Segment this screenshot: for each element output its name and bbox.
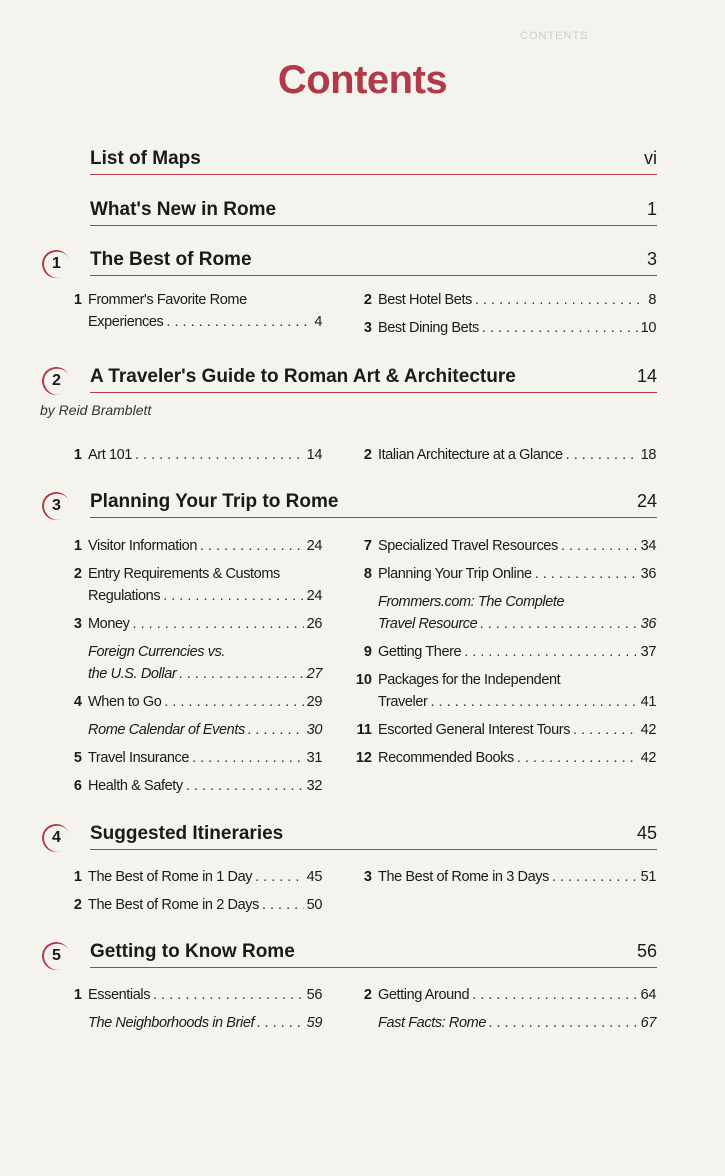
chapter-number-badge: [40, 491, 76, 519]
entry-line: [88, 585, 322, 607]
section-number: 3: [363, 320, 372, 336]
section-entry[interactable]: [350, 535, 656, 557]
dot-leader: [517, 747, 638, 769]
entry-page-number: 30: [306, 722, 322, 738]
chapter-heading[interactable]: [40, 941, 660, 969]
chapter-2: [40, 366, 660, 418]
chapter-byline: by Reid Bramblett: [40, 402, 152, 418]
section-number: 12: [355, 750, 372, 766]
chapter-page-number: 14: [636, 366, 657, 386]
entry-line: [88, 691, 322, 713]
chapter-title[interactable]: Planning Your Trip to Rome: [90, 491, 339, 512]
entry-page-number: 36: [640, 566, 656, 582]
chapter-rule: [90, 174, 657, 175]
section-number: 2: [363, 447, 372, 463]
dot-leader: [472, 984, 638, 1006]
entry-title: The Best of Rome in 2 Days: [88, 897, 259, 913]
dot-leader: [186, 775, 304, 797]
subsection-entry[interactable]: [60, 641, 322, 685]
entry-page-number: 64: [640, 987, 656, 1003]
chapter-page-number: 56: [636, 941, 657, 961]
entry-title: Frommer's Favorite Rome: [88, 292, 247, 308]
chapter-title[interactable]: What's New in Rome: [90, 199, 277, 220]
section-number: 11: [356, 722, 372, 738]
entry-line: [88, 719, 322, 741]
right-column: [350, 866, 656, 894]
entry-line: [378, 719, 656, 741]
entry-title: Art 101: [88, 447, 132, 463]
subsection-entry[interactable]: [350, 591, 656, 635]
entry-title: Specialized Travel Resources: [378, 538, 558, 554]
entry-title: Regulations: [88, 588, 161, 604]
left-column: [60, 535, 322, 803]
entry-line: [378, 563, 656, 585]
chapter-heading[interactable]: [40, 148, 660, 176]
entry-line: [378, 866, 656, 888]
chapter-rule: [90, 392, 657, 393]
chapter-rule: [90, 849, 657, 850]
entry-title: When to Go: [88, 694, 162, 710]
entry-line: [378, 669, 656, 691]
section-number: 7: [363, 538, 372, 554]
section-number: 1: [73, 538, 82, 554]
chapter-heading[interactable]: [40, 366, 660, 394]
entry-line: [88, 613, 322, 635]
entry-title: Best Dining Bets: [378, 320, 479, 336]
section-entry[interactable]: [60, 691, 322, 713]
entry-title: Entry Requirements & Customs: [88, 566, 280, 582]
entry-page-number: 18: [640, 447, 656, 463]
entry-line: [378, 289, 656, 311]
entry-title: Foreign Currencies vs.: [88, 644, 226, 660]
chapter-number-badge: [40, 823, 76, 851]
section-entry[interactable]: [350, 984, 656, 1006]
chapter-page-number: 3: [646, 249, 657, 269]
entry-title: Essentials: [88, 987, 151, 1003]
chapter-rule: [90, 275, 657, 276]
entry-page-number: 42: [640, 722, 656, 738]
entry-page-number: 36: [640, 616, 656, 632]
entry-line: [88, 311, 322, 333]
front-matter-entry: [40, 199, 660, 227]
chapter-heading[interactable]: [40, 199, 660, 227]
dot-leader: [255, 866, 304, 888]
section-entry[interactable]: [60, 866, 322, 888]
entry-line: [88, 775, 322, 797]
chapter-page-number: 45: [636, 823, 657, 843]
section-number: 3: [363, 869, 372, 885]
dot-leader: [133, 613, 304, 635]
chapter-1: [40, 249, 660, 277]
entry-page-number: 27: [306, 666, 322, 682]
entry-line: [378, 591, 656, 613]
section-number: 9: [363, 644, 372, 660]
dot-leader: [257, 1012, 304, 1034]
section-entry[interactable]: [60, 775, 322, 797]
dot-leader: [566, 444, 638, 466]
entry-page-number: 42: [640, 750, 656, 766]
section-entry[interactable]: [350, 866, 656, 888]
right-column: [350, 984, 656, 1040]
section-entry[interactable]: [60, 984, 322, 1006]
section-entry[interactable]: [60, 289, 322, 333]
chapter-3: [40, 491, 660, 519]
section-number: 2: [73, 897, 82, 913]
entry-line: [88, 641, 322, 663]
section-number: 1: [73, 869, 82, 885]
entry-line: [378, 535, 656, 557]
entry-title: Escorted General Interest Tours: [378, 722, 571, 738]
entry-line: [88, 747, 322, 769]
entry-title: Italian Architecture at a Glance: [378, 447, 563, 463]
entry-page-number: 32: [306, 778, 322, 794]
chapter-title[interactable]: Suggested Itineraries: [90, 823, 284, 844]
entry-line: [378, 691, 656, 713]
section-entry[interactable]: [350, 317, 656, 339]
section-entry[interactable]: [350, 747, 656, 769]
entry-title: Traveler: [378, 694, 428, 710]
right-column: [350, 535, 656, 775]
entry-title: Packages for the Independent: [378, 672, 561, 688]
section-number: 10: [355, 672, 372, 688]
chapter-number: 3: [52, 497, 61, 514]
entry-title: Visitor Information: [88, 538, 197, 554]
entry-page-number: 24: [306, 538, 322, 554]
entry-page-number: 50: [306, 897, 322, 913]
section-entry[interactable]: [60, 444, 322, 466]
entry-page-number: 67: [640, 1015, 656, 1031]
entry-line: [88, 866, 322, 888]
entry-line: [88, 289, 322, 311]
section-number: 2: [73, 566, 82, 582]
chapter-number: 4: [52, 829, 61, 846]
dot-leader: [480, 613, 637, 635]
chapter-title[interactable]: A Traveler's Guide to Roman Art & Architecture: [90, 366, 516, 387]
chapter-rule: [90, 225, 657, 226]
chapter-title[interactable]: Getting to Know Rome: [90, 941, 295, 962]
subsection-entry[interactable]: [60, 719, 322, 741]
dot-leader: [200, 535, 304, 557]
entry-title: Experiences: [88, 314, 164, 330]
entry-line: [378, 444, 656, 466]
entry-title: Fast Facts: Rome: [378, 1015, 487, 1031]
entry-line: [378, 984, 656, 1006]
dot-leader: [163, 585, 303, 607]
entry-page-number: 56: [306, 987, 322, 1003]
chapter-heading[interactable]: [40, 823, 660, 851]
left-column: [60, 866, 322, 922]
entry-line: [88, 984, 322, 1006]
left-column: [60, 444, 322, 472]
entry-line: [88, 894, 322, 916]
dot-leader: [475, 289, 645, 311]
entry-page-number: 59: [306, 1015, 322, 1031]
entry-page-number: 51: [640, 869, 656, 885]
chapter-4: [40, 823, 660, 851]
entry-page-number: 34: [640, 538, 656, 554]
entry-page-number: 26: [306, 616, 322, 632]
chapter-title[interactable]: List of Maps: [90, 148, 201, 169]
chapter-rule: [90, 517, 657, 518]
entry-title: Planning Your Trip Online: [378, 566, 532, 582]
entry-title: Rome Calendar of Events: [88, 722, 245, 738]
section-entry[interactable]: [60, 563, 322, 607]
dot-leader: [561, 535, 638, 557]
dot-leader: [535, 563, 638, 585]
entry-title: Money: [88, 616, 130, 632]
running-header: CONTENTS: [520, 30, 589, 42]
section-entry[interactable]: [60, 535, 322, 557]
section-number: 1: [73, 447, 82, 463]
section-number: 5: [73, 750, 82, 766]
left-column: [60, 289, 322, 339]
dot-leader: [192, 747, 304, 769]
section-number: 4: [73, 694, 82, 710]
section-entry[interactable]: [60, 747, 322, 769]
chapter-page-number: vi: [644, 148, 657, 168]
dot-leader: [153, 984, 304, 1006]
entry-line: [88, 563, 322, 585]
dot-leader: [262, 894, 304, 916]
section-number: 1: [73, 292, 82, 308]
chapter-page-number: 1: [646, 199, 657, 219]
entry-line: [378, 747, 656, 769]
left-column: [60, 984, 322, 1040]
chapter-title[interactable]: The Best of Rome: [90, 249, 252, 270]
section-entry[interactable]: [350, 669, 656, 713]
entry-page-number: 24: [306, 588, 322, 604]
subsection-entry[interactable]: [350, 1012, 656, 1034]
entry-page-number: 4: [314, 314, 322, 330]
section-number: 8: [363, 566, 372, 582]
entry-line: [88, 444, 322, 466]
entry-line: [88, 663, 322, 685]
dot-leader: [482, 317, 638, 339]
entry-title: Travel Insurance: [88, 750, 190, 766]
entry-page-number: 29: [306, 694, 322, 710]
chapter-number-badge: [40, 249, 76, 277]
entry-line: [88, 535, 322, 557]
dot-leader: [573, 719, 638, 741]
section-entry[interactable]: [60, 894, 322, 916]
entry-page-number: 8: [648, 292, 656, 308]
section-number: 3: [73, 616, 82, 632]
dot-leader: [135, 444, 304, 466]
entry-title: the U.S. Dollar: [88, 666, 177, 682]
section-entry[interactable]: [60, 613, 322, 635]
entry-title: Frommers.com: The Complete: [378, 594, 565, 610]
chapter-5: [40, 941, 660, 969]
dot-leader: [430, 691, 637, 713]
entry-page-number: 14: [306, 447, 322, 463]
section-number: 2: [363, 987, 372, 1003]
front-matter-entry: [40, 148, 660, 176]
chapter-page-number: 24: [636, 491, 657, 511]
entry-page-number: 10: [640, 320, 656, 336]
dot-leader: [179, 663, 303, 685]
section-entry[interactable]: [350, 289, 656, 311]
entry-line: [88, 1012, 322, 1034]
chapter-number-badge: [40, 941, 76, 969]
entry-title: Best Hotel Bets: [378, 292, 472, 308]
entry-title: The Best of Rome in 1 Day: [88, 869, 253, 885]
dot-leader: [464, 641, 637, 663]
dot-leader: [248, 719, 304, 741]
dot-leader: [489, 1012, 638, 1034]
chapter-number-badge: [40, 366, 76, 394]
entry-title: Recommended Books: [378, 750, 514, 766]
entry-page-number: 45: [306, 869, 322, 885]
entry-line: [378, 641, 656, 663]
entry-page-number: 31: [306, 750, 322, 766]
section-entry[interactable]: [350, 444, 656, 466]
entry-line: [378, 1012, 656, 1034]
subsection-entry[interactable]: [60, 1012, 322, 1034]
chapter-number: 5: [52, 947, 61, 964]
entry-line: [378, 613, 656, 635]
chapter-number: 1: [52, 255, 61, 272]
dot-leader: [164, 691, 303, 713]
entry-line: [378, 317, 656, 339]
entry-title: The Neighborhoods in Brief: [88, 1015, 255, 1031]
section-number: 2: [363, 292, 372, 308]
dot-leader: [166, 311, 311, 333]
entry-title: Getting There: [378, 644, 462, 660]
section-entry[interactable]: [350, 563, 656, 585]
entry-page-number: 37: [640, 644, 656, 660]
chapter-number: 2: [52, 372, 61, 389]
dot-leader: [552, 866, 638, 888]
section-entry[interactable]: [350, 641, 656, 663]
chapter-rule: [90, 967, 657, 968]
chapter-heading[interactable]: [40, 249, 660, 277]
entry-title: Health & Safety: [88, 778, 183, 794]
section-entry[interactable]: [350, 719, 656, 741]
entry-page-number: 41: [640, 694, 656, 710]
entry-title: Getting Around: [378, 987, 470, 1003]
entry-title: The Best of Rome in 3 Days: [378, 869, 549, 885]
right-column: [350, 444, 656, 472]
page-title: Contents: [277, 58, 448, 102]
section-number: 6: [73, 778, 82, 794]
section-number: 1: [73, 987, 82, 1003]
chapter-heading[interactable]: [40, 491, 660, 519]
right-column: [350, 289, 656, 345]
entry-title: Travel Resource: [378, 616, 478, 632]
